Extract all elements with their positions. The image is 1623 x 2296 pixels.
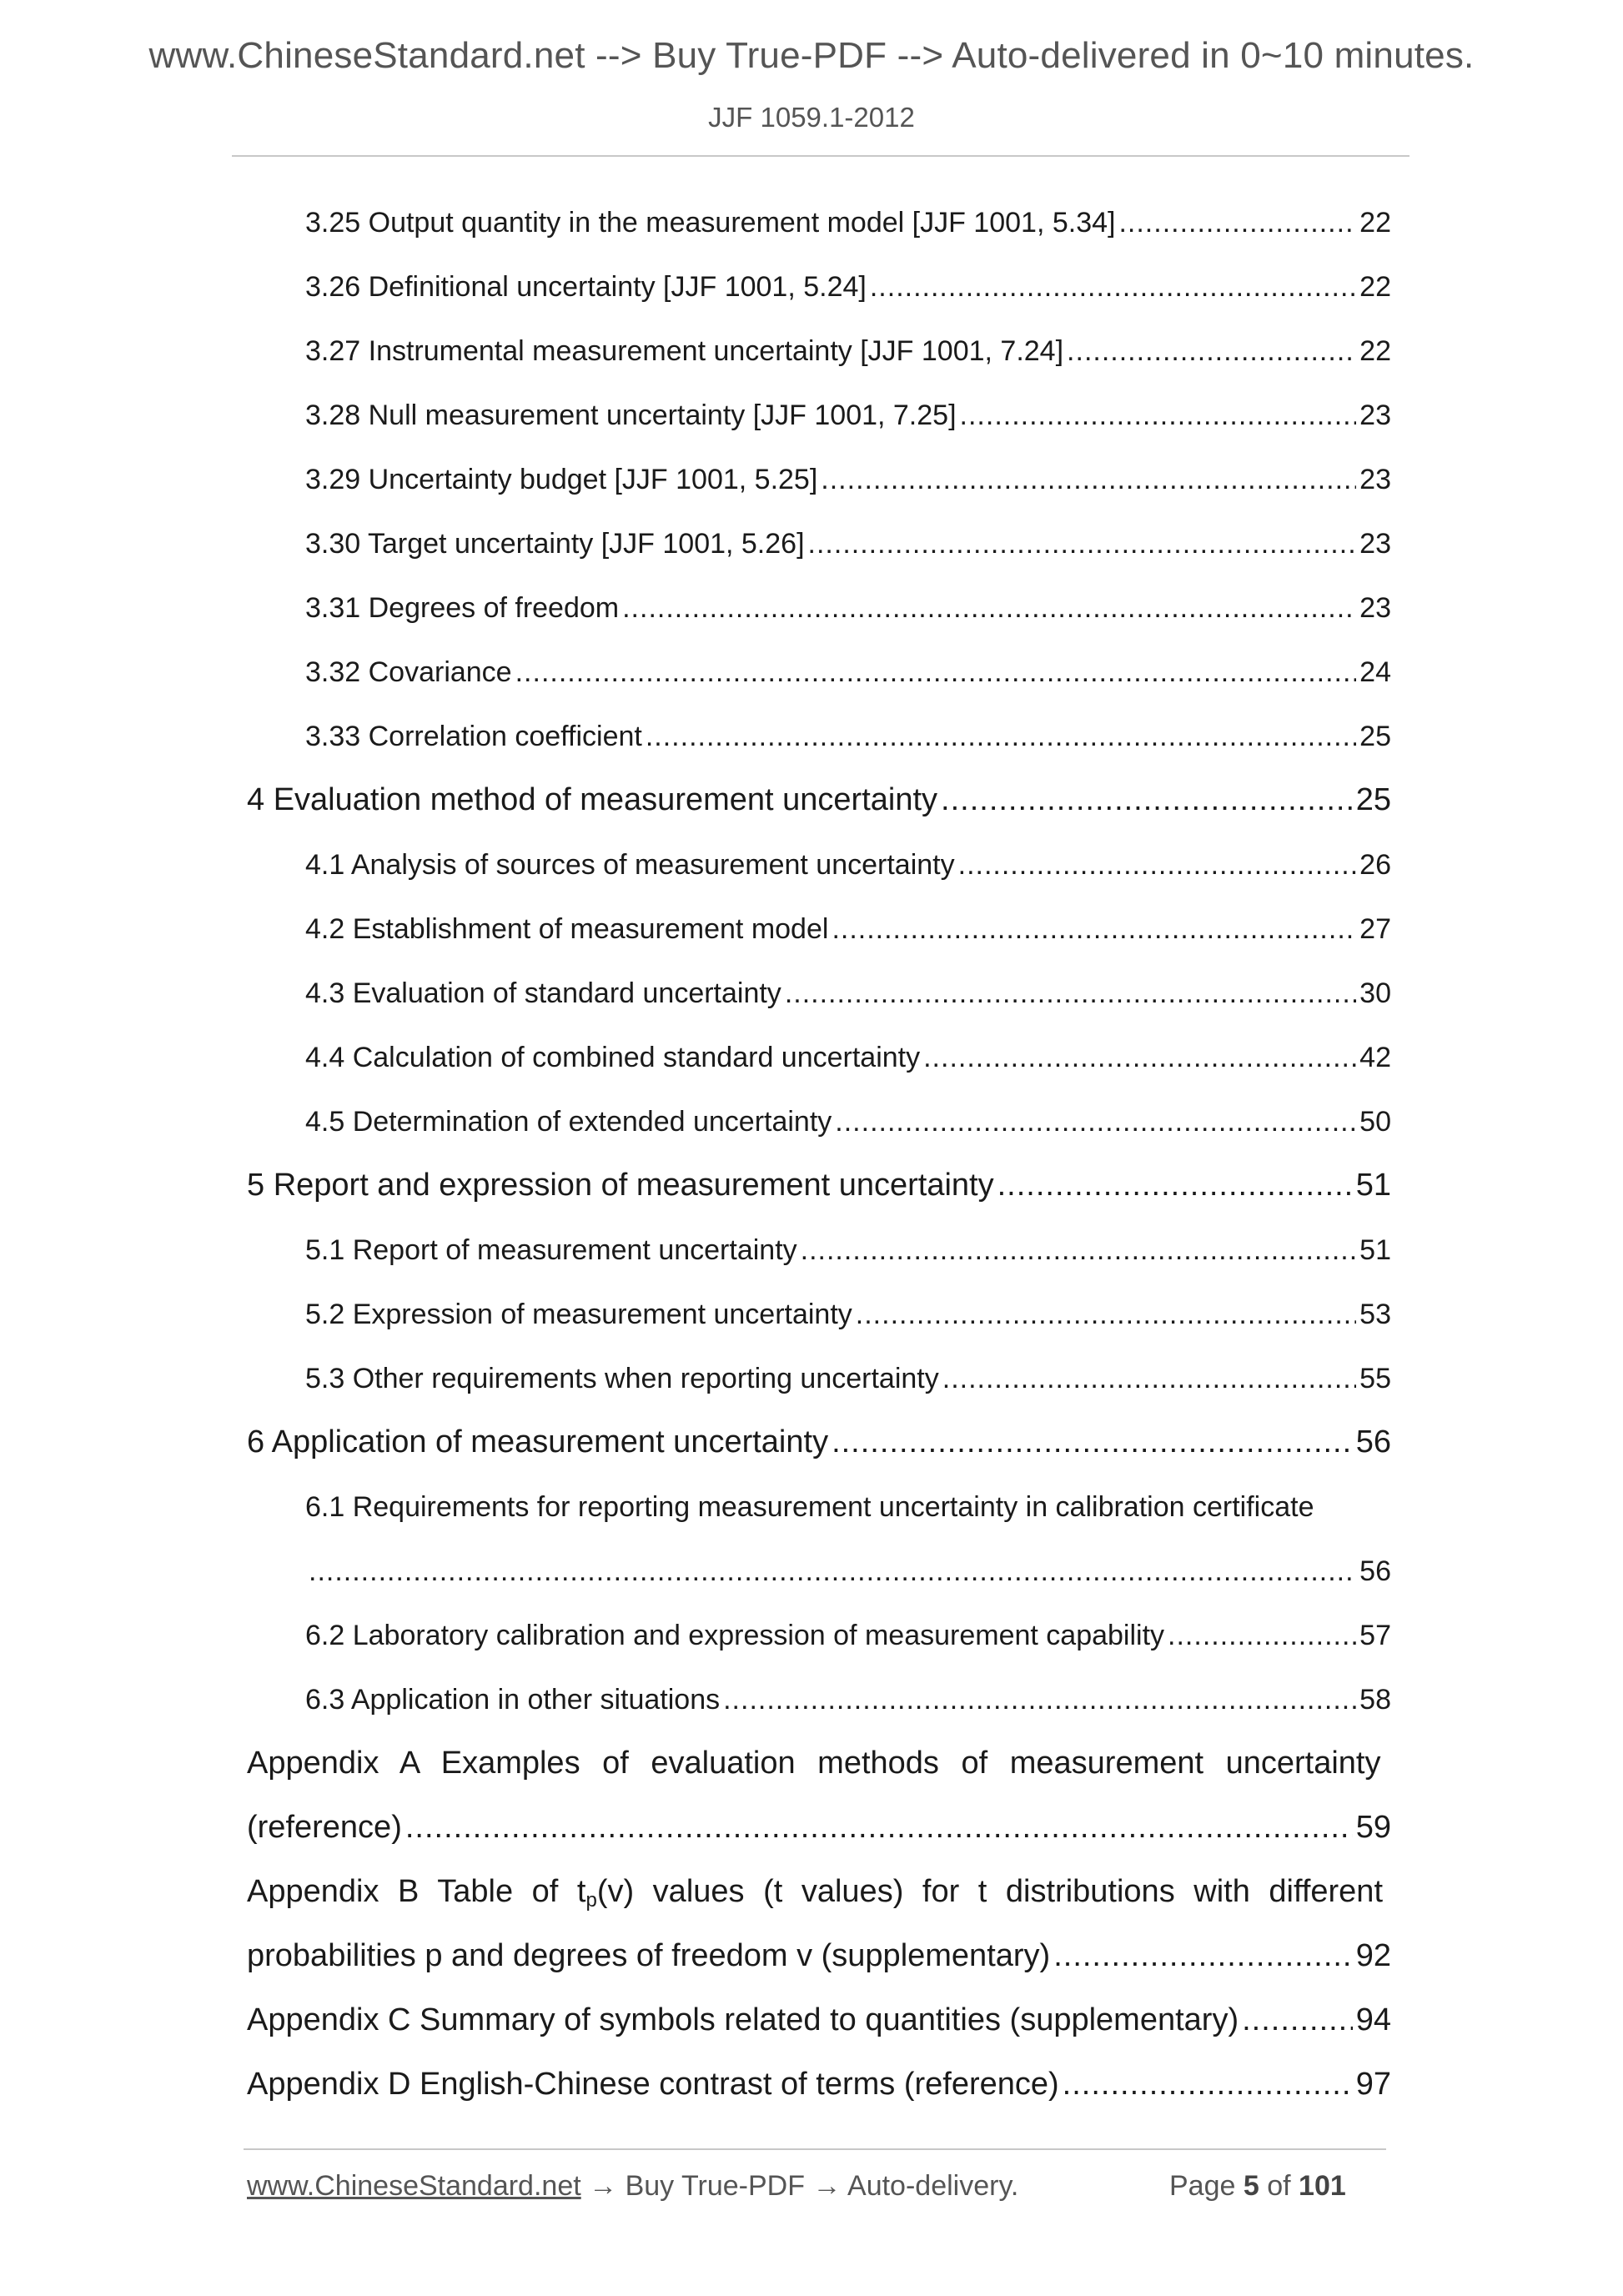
toc-entry-page: 25 bbox=[1355, 782, 1391, 817]
toc-entry-page: 24 bbox=[1359, 656, 1391, 688]
toc-entry[interactable] bbox=[305, 592, 1391, 632]
toc-appendix-title-line[interactable] bbox=[247, 1874, 1391, 1912]
toc-entry-title: 5.3 Other requirements when reporting uncertainty bbox=[305, 1363, 939, 1394]
toc-entry-page: 50 bbox=[1359, 1106, 1391, 1138]
toc-entry-page: 23 bbox=[1359, 528, 1391, 560]
toc-entry-title: (reference) bbox=[247, 1810, 402, 1845]
dot-leader bbox=[1053, 1938, 1353, 1974]
toc-entry-page: 56 bbox=[1355, 1424, 1391, 1459]
dot-leader bbox=[832, 1424, 1353, 1460]
toc-entry-page: 25 bbox=[1359, 721, 1391, 752]
toc-entry-title: Appendix C Summary of symbols related to quantities (supplementary) bbox=[247, 2002, 1239, 2037]
page-of: of bbox=[1267, 2170, 1291, 2202]
toc-entry-page: 58 bbox=[1359, 1684, 1391, 1716]
toc-entry-title: 3.32 Covariance bbox=[305, 656, 512, 688]
toc-entry-title: 3.33 Correlation coefficient bbox=[305, 721, 642, 752]
toc-entry[interactable] bbox=[305, 528, 1391, 568]
site-banner: www.ChineseStandard.net --> Buy True-PDF --> Auto-delivered in 0~10 minutes. bbox=[148, 35, 1475, 76]
toc-entry[interactable] bbox=[305, 1363, 1391, 1403]
dot-leader bbox=[646, 721, 1356, 753]
toc-entry-title: 4 Evaluation method of measurement uncertainty bbox=[247, 782, 938, 817]
dot-leader bbox=[1242, 2002, 1353, 2038]
page-label: Page bbox=[1169, 2170, 1236, 2202]
dot-leader bbox=[1063, 2067, 1353, 2103]
toc-entry-page: 57 bbox=[1359, 1620, 1391, 1651]
toc-entry-title: probabilities p and degrees of freedom v (supplementary) bbox=[247, 1938, 1051, 1973]
toc-entry-title: 3.26 Definitional uncertainty [JJF 1001, 5.24] bbox=[305, 271, 867, 303]
dot-leader bbox=[723, 1684, 1356, 1716]
toc-entry-page: 53 bbox=[1359, 1299, 1391, 1330]
header-divider bbox=[232, 155, 1409, 157]
toc-entry-page: 51 bbox=[1359, 1234, 1391, 1266]
dot-leader bbox=[801, 1234, 1357, 1267]
toc-entry-title: 3.25 Output quantity in the measurement model [JJF 1001, 5.34] bbox=[305, 207, 1116, 239]
toc-chapter-entry[interactable] bbox=[247, 782, 1391, 826]
dot-leader bbox=[622, 592, 1356, 625]
dot-leader bbox=[1168, 1620, 1356, 1652]
subscript-p: p bbox=[585, 1889, 597, 1912]
toc-entry-page: 30 bbox=[1359, 977, 1391, 1009]
toc-entry-page: 42 bbox=[1359, 1042, 1391, 1073]
toc-entry-continuation[interactable] bbox=[305, 1555, 1391, 1595]
toc-entry-page: 27 bbox=[1359, 913, 1391, 945]
toc-entry-title: 4.5 Determination of extended uncertainty bbox=[305, 1106, 832, 1138]
arrow-icon: → bbox=[812, 2170, 842, 2202]
dot-leader bbox=[832, 913, 1356, 946]
dot-leader bbox=[941, 782, 1353, 818]
document-id: JJF 1059.1-2012 bbox=[708, 102, 915, 133]
toc-entry-page: 22 bbox=[1359, 335, 1391, 367]
footer-left bbox=[247, 2170, 1018, 2203]
dot-leader bbox=[960, 399, 1357, 432]
toc-entry[interactable] bbox=[305, 1684, 1391, 1724]
toc-entry-title-part: (v) values (t values) for t distributions with different bbox=[596, 1874, 1383, 1909]
toc-entry[interactable] bbox=[305, 271, 1391, 311]
toc-entry-title: Appendix A Examples of evaluation methods of measurement uncertainty bbox=[247, 1746, 1381, 1781]
dot-leader bbox=[785, 977, 1356, 1010]
dot-leader bbox=[515, 656, 1357, 689]
toc-entry[interactable] bbox=[305, 913, 1391, 953]
dot-leader bbox=[309, 1555, 1356, 1588]
toc-entry-title: 6.1 Requirements for reporting measurement uncertainty in calibration certificate bbox=[305, 1491, 1314, 1523]
delivery-text: Auto-delivery. bbox=[847, 2170, 1019, 2202]
site-link[interactable]: www.ChineseStandard.net bbox=[247, 2170, 581, 2202]
toc-entry-title: 4.2 Establishment of measurement model bbox=[305, 913, 829, 945]
toc-appendix-entry[interactable] bbox=[247, 1938, 1391, 1982]
dot-leader bbox=[808, 528, 1357, 560]
page-total: 101 bbox=[1299, 2170, 1346, 2202]
page-indicator bbox=[1169, 2170, 1346, 2203]
toc-appendix-title-line[interactable] bbox=[247, 1746, 1391, 1781]
dot-leader bbox=[942, 1363, 1356, 1395]
dot-leader bbox=[856, 1299, 1356, 1331]
toc-entry[interactable] bbox=[305, 207, 1391, 247]
toc-entry-title: 6.2 Laboratory calibration and expression of measurement capability bbox=[305, 1620, 1165, 1651]
toc-entry-title: 3.27 Instrumental measurement uncertainty [JJF 1001, 7.24] bbox=[305, 335, 1064, 367]
toc-appendix-entry[interactable] bbox=[247, 1810, 1391, 1853]
toc-entry-title-part: Appendix B Table of t bbox=[247, 1874, 586, 1909]
toc-entry[interactable] bbox=[305, 849, 1391, 889]
toc-entry-page: 23 bbox=[1359, 592, 1391, 624]
toc-entry-page: 55 bbox=[1359, 1363, 1391, 1394]
toc-entry-page: 94 bbox=[1355, 2002, 1391, 2037]
toc-entry[interactable] bbox=[305, 1620, 1391, 1660]
toc-entry-title: 3.28 Null measurement uncertainty [JJF 1001, 7.25] bbox=[305, 399, 957, 431]
toc-entry[interactable] bbox=[305, 464, 1391, 504]
toc-entry-page: 22 bbox=[1359, 271, 1391, 303]
dot-leader bbox=[835, 1106, 1356, 1138]
toc-entry-title: 4.4 Calculation of combined standard uncertainty bbox=[305, 1042, 921, 1073]
toc-appendix-entry[interactable] bbox=[247, 2067, 1391, 2110]
page-current: 5 bbox=[1243, 2170, 1259, 2202]
toc-entry-page: 23 bbox=[1359, 464, 1391, 495]
dot-leader bbox=[405, 1810, 1353, 1846]
toc-entry[interactable] bbox=[305, 1106, 1391, 1146]
dot-leader bbox=[821, 464, 1356, 496]
toc-entry-title: Appendix D English-Chinese contrast of terms (reference) bbox=[247, 2067, 1059, 2102]
toc-entry-title: 5.1 Report of measurement uncertainty bbox=[305, 1234, 797, 1266]
toc-entry[interactable] bbox=[305, 399, 1391, 440]
dot-leader bbox=[958, 849, 1357, 882]
toc-entry[interactable] bbox=[305, 1299, 1391, 1339]
toc-entry-page: 23 bbox=[1359, 399, 1391, 431]
toc-entry-title: 6.3 Application in other situations bbox=[305, 1684, 721, 1716]
toc-entry-page: 26 bbox=[1359, 849, 1391, 881]
toc-entry-wrapped-title[interactable] bbox=[305, 1491, 1391, 1524]
toc-chapter-entry[interactable] bbox=[247, 1168, 1391, 1211]
toc-entry-page: 51 bbox=[1355, 1168, 1391, 1203]
toc-entry-page: 56 bbox=[1359, 1555, 1391, 1587]
dot-leader bbox=[1067, 335, 1356, 368]
toc-entry[interactable] bbox=[305, 977, 1391, 1017]
toc-entry[interactable] bbox=[305, 1042, 1391, 1082]
toc-entry-title: 3.31 Degrees of freedom bbox=[305, 592, 620, 624]
toc-entry-title: 4.1 Analysis of sources of measurement uncertainty bbox=[305, 849, 955, 881]
toc-entry-title: 3.30 Target uncertainty [JJF 1001, 5.26] bbox=[305, 528, 805, 560]
footer-divider bbox=[244, 2148, 1386, 2150]
toc-appendix-entry[interactable] bbox=[247, 2002, 1391, 2046]
toc-entry[interactable] bbox=[305, 656, 1391, 696]
buy-text: Buy True-PDF bbox=[625, 2170, 805, 2202]
toc-entry-title: 3.29 Uncertainty budget [JJF 1001, 5.25] bbox=[305, 464, 818, 495]
toc-entry[interactable] bbox=[305, 721, 1391, 761]
toc-entry-title: 5.2 Expression of measurement uncertainty bbox=[305, 1299, 852, 1330]
toc-entry-page: 92 bbox=[1355, 1938, 1391, 1973]
toc-entry-page: 59 bbox=[1355, 1810, 1391, 1845]
toc-entry-page: 22 bbox=[1359, 207, 1391, 239]
dot-leader bbox=[1118, 207, 1356, 239]
dot-leader bbox=[997, 1168, 1353, 1203]
toc-entry[interactable] bbox=[305, 1234, 1391, 1274]
toc-entry-title: 6 Application of measurement uncertainty bbox=[247, 1424, 829, 1459]
toc-entry[interactable] bbox=[305, 335, 1391, 375]
dot-leader bbox=[870, 271, 1356, 304]
dot-leader bbox=[923, 1042, 1356, 1074]
toc-chapter-entry[interactable] bbox=[247, 1424, 1391, 1468]
toc-entry-page: 97 bbox=[1355, 2067, 1391, 2102]
toc-entry-title: 5 Report and expression of measurement uncertainty bbox=[247, 1168, 994, 1203]
arrow-icon: → bbox=[589, 2170, 618, 2202]
toc-entry-title: 4.3 Evaluation of standard uncertainty bbox=[305, 977, 781, 1009]
